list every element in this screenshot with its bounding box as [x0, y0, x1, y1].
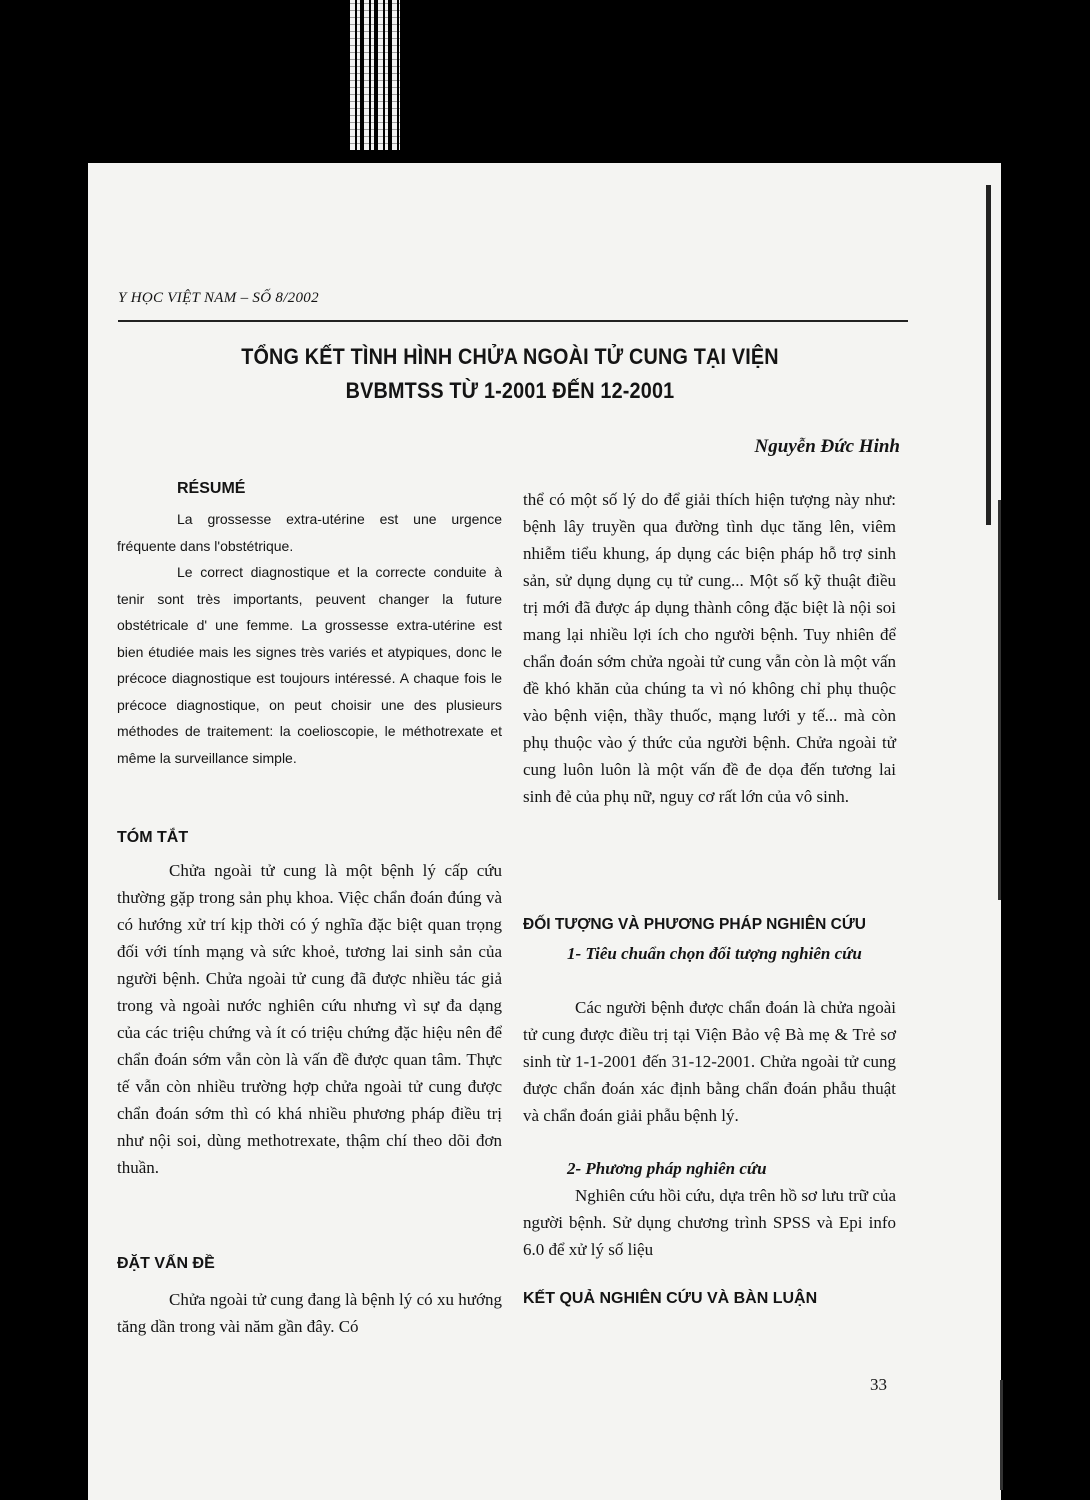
datvande-heading: ĐẶT VẤN ĐỀ	[117, 1255, 215, 1272]
resume-heading: RÉSUMÉ	[177, 480, 246, 497]
doituong-heading: ĐỐI TƯỢNG VÀ PHƯƠNG PHÁP NGHIÊN CỨU	[523, 916, 866, 933]
journal-header: Y HỌC VIỆT NAM – SỐ 8/2002	[118, 290, 319, 306]
author-name: Nguyễn Đức Hinh	[754, 436, 900, 457]
criteria-text: Các người bệnh được chẩn đoán là chửa ngoài tử cung được điều trị tại Viện Bảo vệ Bà mẹ & Trẻ sơ sinh từ 1-1-2001 đến 31-12-2001. Chửa ngoài tử cung được chẩn đoán xác định bằng chẩn đoán phẫu thuật và chẩn đoán giải phẫu bệnh lý.	[523, 998, 896, 1125]
intro-continuation-text: thể có một số lý do để giải thích hiện tượng này như: bệnh lây truyền qua đường tình dục tăng lên, viêm nhiễm tiểu khung, áp dụng các biện pháp hỗ trợ sinh sản, sử dụng dụng cụ tử cung... Một số kỹ thuật điều trị mới đã được áp dụng thành công đặc biệt là nội soi mang lại nhiều lợi ích cho người bệnh. Tuy nhiên để chẩn đoán sớm chửa ngoài tử cung vẫn còn là một vấn đề khó khăn của chúng ta vì nó không chỉ phụ thuộc vào bệnh viện, thầy thuốc, mạng lưới y tế... mà còn phụ thuộc vào ý thức của người bệnh. Chửa ngoài tử cung luôn luôn là một vấn đề đe dọa đến tương lai sinh đẻ của phụ nữ, nguy cơ rất lớn của vô sinh.	[523, 490, 896, 806]
method-text: Nghiên cứu hồi cứu, dựa trên hồ sơ lưu trữ của người bệnh. Sử dụng chương trình SPSS và Epi info 6.0 để xử lý số liệu	[523, 1186, 896, 1259]
resume-paragraph-2: Le correct diagnostique et la correcte conduite à tenir sont très importants, peuvent changer la future obstétricale d' une femme. La grossesse extra-utérine est bien étudiée mais les signes très variés et atypiques, donc le précoce diagnostique est toujours intéressé. A chaque fois le précoce diagnostique, on peut choisir une des plusieurs méthodes de traitement: la coelioscopie, le méthotrexate et même la surveillance simple.	[117, 564, 502, 766]
scan-edge-mark	[998, 500, 1001, 900]
title-line-1: TỔNG KẾT TÌNH HÌNH CHỬA NGOÀI TỬ CUNG TẠI VIỆN	[241, 344, 779, 369]
resume-text	[117, 506, 502, 771]
datvande-text: Chửa ngoài tử cung đang là bệnh lý có xu hướng tăng dần trong vài năm gần đây. Có	[117, 1290, 502, 1336]
subheading-2: 2- Phương pháp nghiên cứu	[567, 1159, 767, 1178]
ketqua-heading: KẾT QUẢ NGHIÊN CỨU VÀ BÀN LUẬN	[523, 1290, 818, 1307]
subheading-1: 1- Tiêu chuẩn chọn đối tượng nghiên cứu	[567, 944, 862, 963]
title-line-2: BVBMTSS TỪ 1-2001 ĐẾN 12-2001	[345, 378, 675, 403]
scan-barcode	[350, 0, 400, 150]
header-rule	[118, 320, 908, 322]
article-title	[177, 340, 843, 408]
tomtat-text: Chửa ngoài tử cung là một bệnh lý cấp cứu thường gặp trong sản phụ khoa. Việc chẩn đoán đúng và có hướng xử trí kịp thời có ý nghĩa đặc biệt quan trọng đối với tính mạng và sức khoẻ, tương lai sinh sản của người bệnh. Chửa ngoài tử cung đã được nhiều tác giả trong và ngoài nước nghiên cứu nhưng vì sự đa dạng của các triệu chứng và ít có triệu chứng đặc hiệu nên để chẩn đoán sớm vẫn còn là vấn đề được quan tâm. Thực tế vẫn còn nhiều trường hợp chửa ngoài tử cung được chẩn đoán sớm thì có khá nhiều phương pháp điều trị như nội soi, dùng methotrexate, thậm chí theo dõi đơn thuần.	[117, 861, 502, 1177]
scan-edge-mark	[1000, 1380, 1003, 1490]
tomtat-heading: TÓM TẮT	[117, 829, 189, 846]
page-number: 33	[870, 1375, 887, 1394]
resume-paragraph-1: La grossesse extra-utérine est une urgence fréquente dans l'obstétrique.	[117, 511, 502, 554]
scan-edge-mark	[986, 185, 991, 525]
